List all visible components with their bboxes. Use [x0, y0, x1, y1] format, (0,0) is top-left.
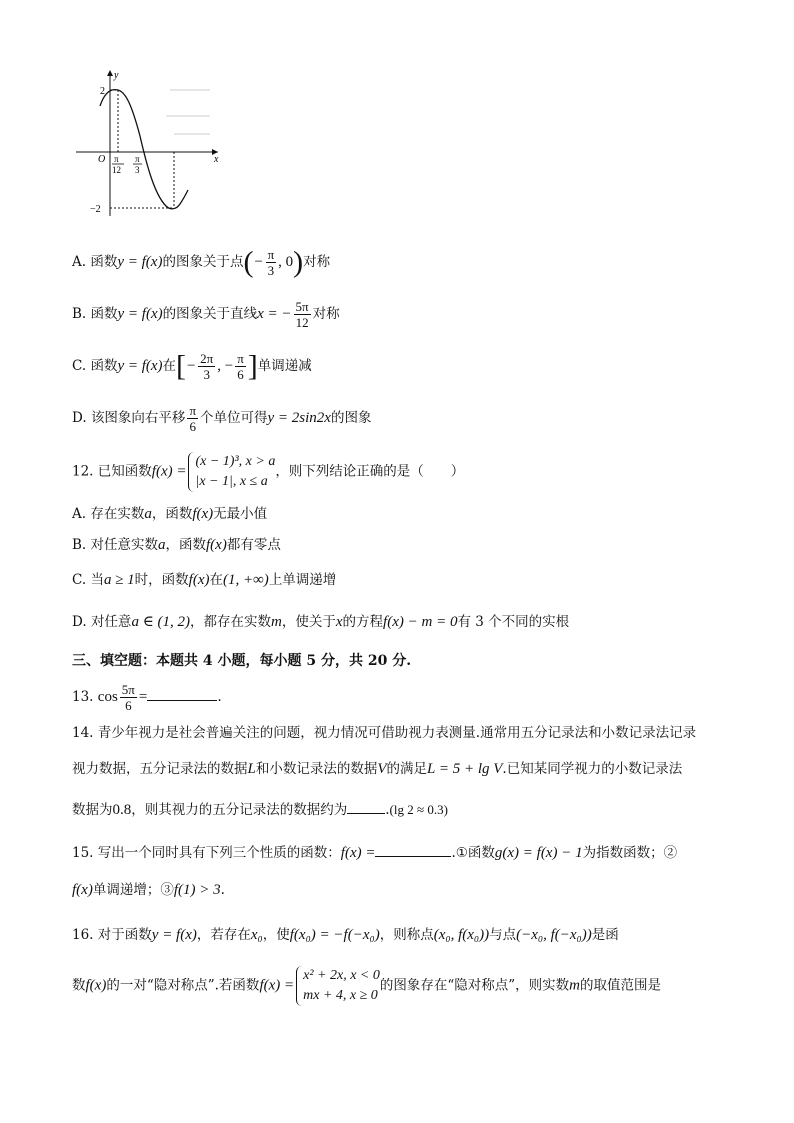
answer-blank[interactable] [147, 686, 217, 701]
q16-line1: 16. 对于函数y = f(x)，若存在x₀，使f(x₀) = −f(−x₀)，则称点(x₀, f(x₀))与点(−x₀, f(−x₀))是函 [72, 927, 619, 943]
answer-blank[interactable] [347, 799, 385, 814]
q12-option-d: D. 对任意a ∈ (1, 2)，都存在实数m，使关于x的方程f(x) − m = 0有 3 个不同的实根 [72, 614, 570, 630]
y-max-label: 2 [100, 86, 105, 97]
q13: 13. cos $\frac{5\pi}{6}$ = . [72, 682, 222, 713]
q16-line2: 数f(x)的一对“隐对称点”.若函数f(x) = x² + 2x, x < 0 mx + 4, x ≥ 0 的图象存在“隐对称点”，则实数m的取值范围是 [72, 966, 661, 1006]
svg-text:12: 12 [112, 165, 121, 175]
q12-option-a: A. 存在实数a，函数f(x)无最小值 [72, 506, 268, 522]
svg-text:π: π [135, 154, 140, 164]
svg-text:π: π [114, 154, 119, 164]
q11-option-d: D. 该图象向右平移 $\frac{\pi}{6}$ 个单位可得y = 2sin2x的图象 [72, 403, 372, 434]
q12-stem: 12. 已知函数f(x) = (x − 1)³, x > a |x − 1|, x ≤ a ，则下列结论正确的是（ ） [72, 452, 464, 492]
q15-line2: f(x)单调递增；③f(1) > 3. [72, 882, 225, 898]
answer-blank[interactable] [375, 842, 451, 857]
q14-line3: 数据为0.8，则其视力的五分记录法的数据约为 .(lg 2 ≈ 0.3) [72, 799, 448, 820]
q11-option-a: A. 函数y = f(x)的图象关于点(− $\frac{\pi}{3}$ , 0)对称 [72, 245, 331, 279]
x-axis-label: x [214, 154, 219, 165]
q14-line1: 14. 青少年视力是社会普遍关注的问题，视力情况可借助视力表测量.通常用五分记录法和小数记录法记录 [72, 725, 697, 741]
q11-option-b: B. 函数y = f(x)的图象关于直线x = − $\frac{5\pi}{12}$ 对称 [72, 299, 340, 330]
q14-line2: 视力数据，五分记录法的数据L和小数记录法的数据V的满足L = 5 + lg V.已知某同学视力的小数记录法 [72, 761, 683, 777]
section-heading: 三、填空题：本题共 4 小题，每小题 5 分，共 20 分. [72, 653, 412, 669]
origin-label: O [98, 154, 106, 165]
y-min-label: −2 [90, 204, 101, 215]
q11-option-c: C. 函数y = f(x)在[− $\frac{2\pi}{3}$ , − $\frac{\pi}{6}$ ]单调递减 [72, 349, 312, 383]
sine-curve [100, 90, 188, 209]
q12-option-b: B. 对任意实数a，函数f(x)都有零点 [72, 537, 281, 553]
svg-text:3: 3 [135, 165, 140, 175]
q15-line1: 15. 写出一个同时具有下列三个性质的函数：f(x) = .①函数g(x) = f(x) − 1为指数函数；② [72, 842, 677, 863]
y-axis-label: y [114, 70, 119, 81]
q12-option-c: C. 当a ≥ 1时，函数f(x)在(1, +∞)上单调递增 [72, 572, 337, 588]
sine-graph [70, 66, 230, 226]
